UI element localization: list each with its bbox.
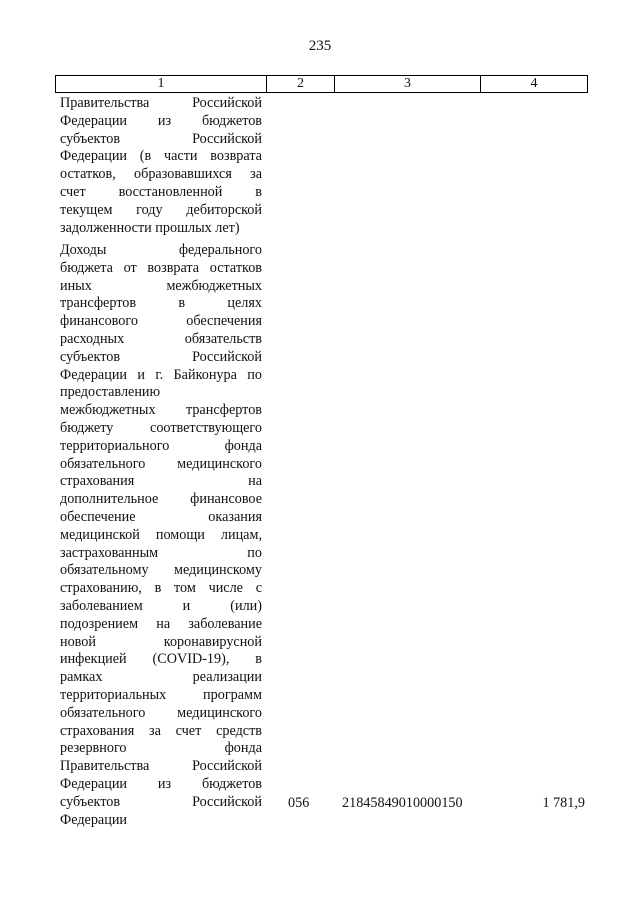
text-line: Правительства Российской <box>60 95 262 111</box>
header-col-2: 2 <box>267 76 335 92</box>
text-line: финансового обеспечения <box>60 313 262 330</box>
text-line: резервного фонда <box>60 740 262 757</box>
text-line: Федерации и г. Байконура по <box>60 366 262 383</box>
text-line: рамках реализации <box>60 669 262 686</box>
table-header-row <box>55 75 588 93</box>
text-line: Правительства Российской <box>60 758 262 775</box>
admin-code: 056 <box>288 795 310 811</box>
text-line: расходных обязательств <box>60 330 262 347</box>
text-line: страхования на <box>60 473 262 490</box>
text-line: бюджета от возврата остатков <box>60 259 262 276</box>
text-line: остатков, образовавшихся за <box>60 166 262 183</box>
text-line: иных межбюджетных <box>60 277 262 294</box>
text-line: Федерации <box>60 811 128 828</box>
header-col-4: 4 <box>530 76 538 91</box>
text-line: инфекцией (COVID-19), в <box>60 651 262 668</box>
income-description-continued <box>60 95 262 237</box>
budget-classification-code: 21845849010000150 <box>342 795 463 811</box>
text-line: медицинской помощи лицам, <box>60 526 262 543</box>
text-line: дополнительное финансовое <box>60 491 262 508</box>
text-line: бюджету соответствующего <box>60 419 262 436</box>
text-line: межбюджетных трансфертов <box>60 402 262 419</box>
text-line: счет восстановленной в <box>60 183 262 200</box>
text-line: новой коронавирусной <box>60 633 262 650</box>
text-line: страхованию, в том числе с <box>60 580 262 597</box>
text-line: субъектов Российской <box>60 130 262 147</box>
text-line: обязательного медицинского <box>60 455 262 472</box>
text-line: Доходы федерального <box>60 242 262 258</box>
amount-value: 1 781,9 <box>542 795 585 811</box>
text-line: страхования за счет средств <box>60 722 262 739</box>
text-line: обязательному медицинскому <box>60 562 262 579</box>
text-line: территориальных программ <box>60 686 262 703</box>
income-description-covid <box>60 242 262 829</box>
text-line: обеспечение оказания <box>60 508 262 525</box>
text-line: Федерации из бюджетов <box>60 775 262 792</box>
text-line: субъектов Российской <box>60 348 262 365</box>
header-col-1: 1 <box>56 76 267 92</box>
text-line: задолженности прошлых лет) <box>60 219 240 236</box>
text-line: субъектов Российской <box>60 793 262 810</box>
text-line: Федерации (в части возврата <box>60 148 262 165</box>
page-number: 235 <box>308 38 332 54</box>
text-line: обязательного медицинского <box>60 704 262 721</box>
text-line: застрахованным по <box>60 544 262 561</box>
text-line: текущем году дебиторской <box>60 201 262 218</box>
header-col-3: 3 <box>335 76 481 92</box>
text-line: предоставлению <box>60 384 161 401</box>
text-line: территориального фонда <box>60 437 262 454</box>
text-line: Федерации из бюджетов <box>60 112 262 129</box>
text-line: заболеванием и (или) <box>60 597 262 614</box>
text-line: трансфертов в целях <box>60 295 262 312</box>
text-line: подозрением на заболевание <box>60 615 262 632</box>
